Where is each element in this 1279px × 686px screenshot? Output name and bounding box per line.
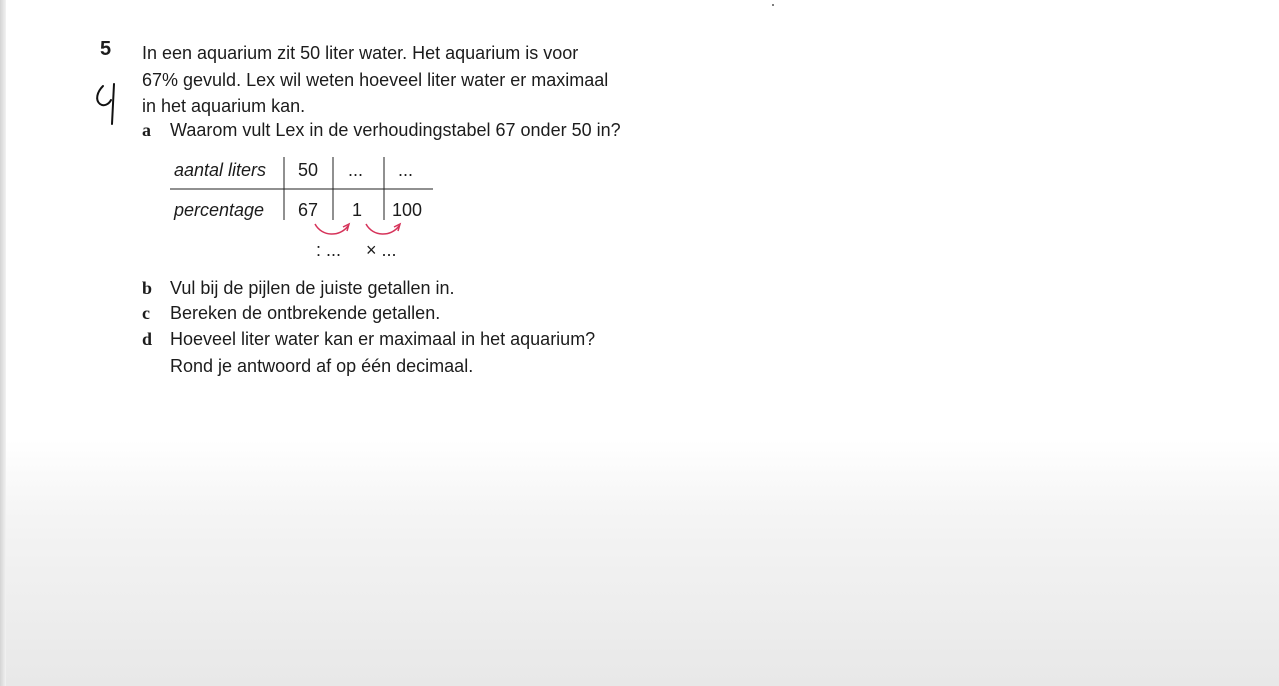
divide-arrow-icon: [315, 224, 348, 234]
table-row-label-percentage: percentage: [174, 200, 265, 220]
part-letter: c: [142, 303, 150, 323]
table-row-label-liters: aantal liters: [174, 160, 267, 180]
multiply-operator-label: × ...: [366, 240, 397, 260]
multiply-arrow-icon: [366, 224, 399, 234]
table-cell-liters-2: ...: [348, 160, 364, 180]
table-cell-liters-1: 50: [298, 160, 319, 180]
part-text: Waarom vult Lex in de verhoudingstabel 67 onder 50 in?: [170, 120, 621, 140]
table-cell-percentage-1: 67: [298, 200, 319, 220]
intro-line: 67% gevuld. Lex wil weten hoeveel liter water er maximaal: [142, 69, 609, 90]
intro-line: In een aquarium zit 50 liter water. Het aquarium is voor: [142, 43, 579, 63]
part-letter: a: [142, 120, 151, 140]
table-cell-percentage-3: 100: [392, 200, 423, 220]
intro-line: in het aquarium kan.: [142, 96, 306, 116]
part-letter: d: [142, 329, 153, 349]
part-text: Rond je antwoord af op één decimaal.: [170, 356, 474, 376]
table-cell-liters-3: ...: [398, 160, 414, 180]
part-text: Hoeveel liter water kan er maximaal in het aquarium?: [170, 329, 596, 349]
question-number: 5: [100, 38, 112, 60]
part-letter: b: [142, 278, 153, 298]
divide-operator-label: : ...: [316, 240, 342, 260]
part-text: Bereken de ontbrekende getallen.: [170, 303, 441, 323]
part-text: Vul bij de pijlen de juiste getallen in.: [170, 278, 455, 298]
table-cell-percentage-2: 1: [352, 200, 363, 220]
